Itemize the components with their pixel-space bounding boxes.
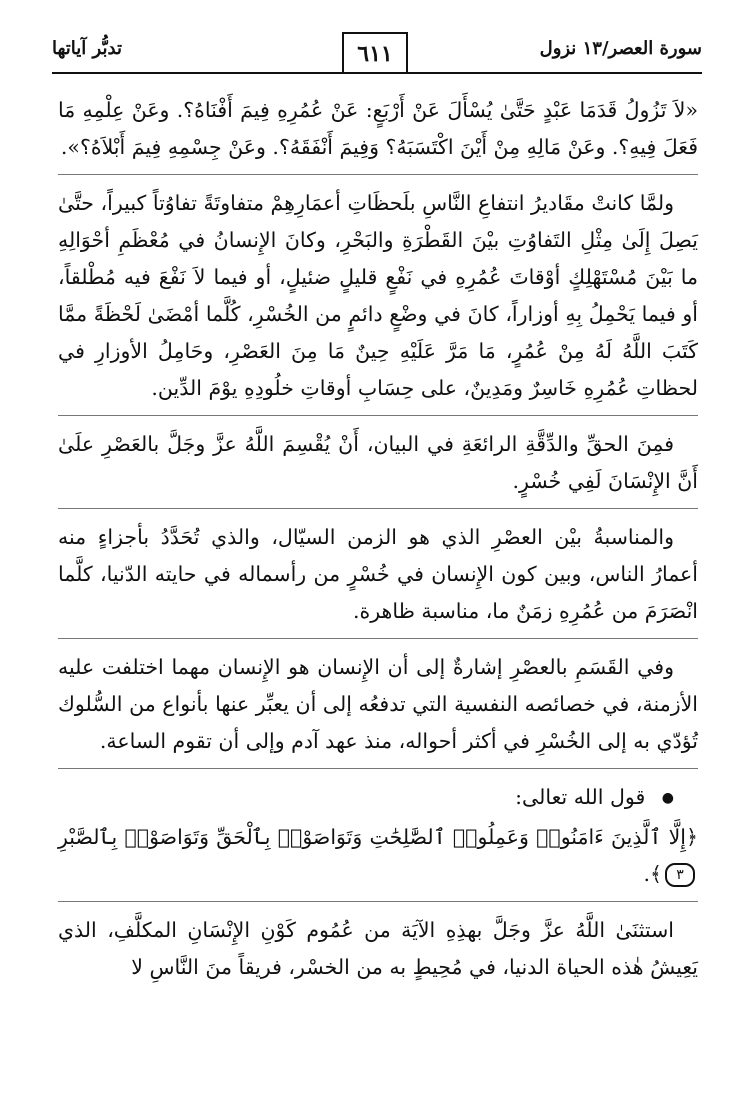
hadith-paragraph: «لاَ تَزُولُ قَدَمَا عَبْدٍ حَتَّىٰ يُسْأَلَ عَنْ أَرْبَعٍ: عَنْ عُمُرِهِ فِيمَ أَفْنَاهُ؟. وعَنْ عِلْمِهِ مَا فَعَلَ فِيهِ؟. وعَنْ مَالِهِ مِنْ أَيْنَ اكْتَسَبَهُ؟ وَفِيمَ أَنْفَقَهُ؟. وعَنْ جِسْمِهِ فِيمَ أَبْلاَهُ؟». xyxy=(58,98,698,159)
chapter-title: سورة العصر/١٣ نزول xyxy=(539,38,702,59)
separator xyxy=(58,768,698,769)
page-number-box xyxy=(342,32,408,74)
body-paragraph: ولمَّا كانتْ مقَاديرُ انتفاعِ النَّاسِ بلَحظَاتِ أعمَارِهِمْ متفاوتَةً تفاوُتاً كبيراً، حتَّىٰ يَصِلَ إِلَىٰ مِثْلِ التَفاوُتِ بيْنَ القَطْرَةِ والبَحْرِ، وكانَ الإِنسانُ في مُعْظَمِ أحْوَالِهِ ما بَيْنَ مُسْتَهْلِكٍ أوْقاتَ عُمُرِهِ في نَفْعٍ قليلٍ ضئيلٍ، أو فيما لاَ نَفْعَ فيه مُطْلقاً، أو فيما يَحْمِلُ بِهِ أوزاراً، كانَ في وضْعٍ دائمٍ من الخُسْرِ، كُلَّما أمْضَىٰ لَحْظَةً ممَّا كَتَبَ اللَّهُ لَهُ مِنْ عُمُرٍ، مَا مَرَّ عَلَيْهِ حِينٌ مَا مِنَ العَصْرِ، وحَامِلُ الأوزارِ في لحظاتِ عُمُرِهِ خَاسِرٌ ومَدِينٌ، على حِسَابِ أوقاتِ خلُودِهِ يوْمَ الدِّين. xyxy=(58,191,698,400)
body-paragraph: استثنَىٰ اللَّهُ عزَّ وجَلَّ بهذِهِ الآيَة من عُمُوم كَوْنِ الإِنْسَانِ المكلَّفِ، الذي يَعِيشُ هٰذه الحياة الدنيا، في مُحِيطٍ به من الخسْر، فريقاً منَ النَّاسِ لا xyxy=(58,918,698,979)
separator xyxy=(58,508,698,509)
body-paragraph: وفي القَسَمِ بالعصْرِ إشارةٌ إلى أن الإِنسان هو الإِنسان مهما اختلفت عليه الأزمنة، في خصائصه النفسية التي تدفعُه إلى أن يعبِّر عنها بأنواع من السُّلوك تُؤدّي به إلى الخُسْرِ في أكثر أحواله، منذ عهد آدم وإلى أن تقوم الساعة. xyxy=(58,655,698,753)
header-rule xyxy=(52,72,702,74)
verse-open-bracket: ﴿ xyxy=(685,825,698,849)
section-title: تدبُّر آياتها xyxy=(52,38,122,59)
verse-close-bracket: ﴾. xyxy=(643,862,662,886)
body-paragraph: فمِنَ الحقِّ والدِّقَّةِ الرائعَةِ في البيان، أَنْ يُقْسِمَ اللَّهُ عزَّ وجَلَّ بالعَصْرِ علَىٰ أَنَّ الإِنْسَانَ لَفِي خُسْرٍ. xyxy=(58,432,698,493)
quran-verse xyxy=(58,819,698,893)
separator xyxy=(58,901,698,902)
body-paragraph: والمناسبةُ بيْن العصْرِ الذي هو الزمن السيّال، والذي تُحَدَّدُ بأجزاءٍ منه أعمارُ الناس، وبين كون الإِنسان في خُسْرٍ من رأسماله في حايته الدّنيا، كلَّما انْصَرَمَ من عُمُرِهِ زمَنٌ ما، مناسبة ظاهرة. xyxy=(58,525,698,623)
page-header xyxy=(52,32,702,74)
page-body xyxy=(58,92,698,986)
separator xyxy=(58,638,698,639)
verse-number: ٣ xyxy=(665,863,695,887)
separator xyxy=(58,415,698,416)
verse-text: إِلَّا ٱلَّذِينَ ءَامَنُوا۟ وَعَمِلُوا۟ ٱلصَّٰلِحَٰتِ وَتَوَاصَوْا۟ بِٱلْحَقِّ وَتَوَاصَوْا۟ بِٱلصَّبْرِ xyxy=(58,825,686,849)
bullet-item xyxy=(58,779,698,817)
bullet-text: قول الله تعالى: xyxy=(515,785,646,809)
separator xyxy=(58,174,698,175)
page-number: ٦١١ xyxy=(357,41,393,67)
bullet-dot-icon: ● xyxy=(661,790,674,806)
